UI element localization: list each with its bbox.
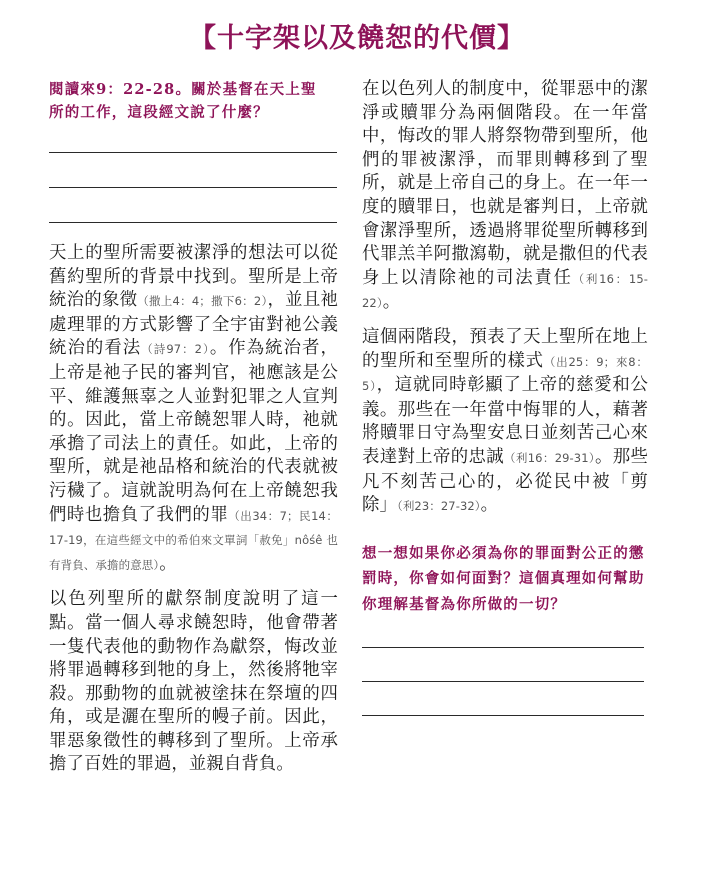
page-title: 【十字架以及饒恕的代價】 (189, 23, 525, 54)
left-p1-text: ，並且祂處理罪的方式影響了全宇宙對祂公義統治的看法 (49, 290, 338, 359)
answer-line-5[interactable] (362, 681, 644, 682)
left-p1-reference: （出34：7；民14：17-19，在這些經文中的希伯來文單詞「赦免」nôśê 也有背負、承擔的意思） (49, 508, 338, 572)
right-p2-reference: （利16：29-31） (504, 450, 595, 465)
left-p1-text: 。 (159, 553, 177, 574)
left-p1-reference: （詩97：2） (141, 342, 210, 357)
left-p1-text: 天上的聖所需要被潔淨的想法可以從舊約聖所的背景中找到。聖所是上帝統治的象徵 (49, 243, 338, 311)
right-p1-reference: （利16：15-22） (362, 271, 648, 311)
answer-line-1[interactable] (49, 152, 337, 153)
right-p2-text: 。那些凡不刻苦己心的，必從民中被「剪除」 (362, 446, 648, 516)
right-paragraph-1 (362, 78, 648, 316)
left-column (49, 78, 338, 777)
right-p2-reference: （出25：9；來8：5） (362, 354, 648, 394)
left-p1-reference: （撒上4：4；撒下6：2） (137, 294, 268, 309)
answer-line-4[interactable] (362, 647, 644, 648)
left-paragraph-2: 以色列聖所的獻祭制度說明了這一點。當一個人尋求饒恕時，他會帶著一隻代表他的動物作為獻祭，悔改並將罪過轉移到牠的身上，然後將牠宰殺。那動物的血就被塗抹在祭壇的四角，或是灑在聖所的幔子前。因此，罪惡象徵性的轉移到了聖所。上帝承擔了百姓的罪過，並親自背負。 (49, 589, 338, 775)
right-p1-text: 。 (382, 292, 401, 313)
reading-prompt: 閱讀來9：22-28。關於基督在天上聖所的工作，這段經文說了什麼？ (49, 81, 317, 121)
right-p2-text: ，這就同時彰顯了上帝的慈愛和公義。那些在一年當中悔罪的人，藉著將贖罪日守為聖安息日並刻苦己心來表達對上帝的忠誠 (362, 375, 648, 467)
left-paragraph-1 (49, 242, 338, 577)
right-p2-text: 這個兩階段，預表了天上聖所在地上的聖所和至聖所的樣式 (362, 326, 648, 371)
left-p1-text: 。作為統治者，上帝是祂子民的審判官，祂應該是公平、維護無辜之人並對犯罪之人宣判的。因此，當上帝饒恕罪人時，祂就承擔了司法上的責任。如此，上帝的聖所，就是祂品格和統治的代表就被污穢了。這就說明為何在上帝饒恕我們時也擔負了我們的罪 (49, 338, 338, 525)
right-p2-text: 。 (480, 495, 499, 516)
answer-line-3[interactable] (49, 222, 337, 223)
right-column (362, 78, 648, 716)
reflection-prompt: 想一想如果你必須為你的罪面對公正的懲罰時，你會如何面對？這個真理如何幫助你理解基督為你所做的一切？ (362, 544, 645, 613)
answer-line-2[interactable] (49, 187, 337, 188)
answer-line-6[interactable] (362, 715, 644, 716)
right-p1-text: 在以色列人的制度中，從罪惡中的潔淨或贖罪分為兩個階段。在一年當中，悔改的罪人將祭物帶到聖所，他們的罪被潔淨，而罪則轉移到了聖所，就是上帝自己的身上。在一年一度的贖罪日，也就是審判日，上帝就會潔淨聖所，透過將罪從聖所轉移到代罪羔羊阿撒瀉勒，就是撒但的代表身上以清除祂的司法責任 (362, 79, 648, 288)
right-paragraph-2 (362, 326, 648, 519)
right-p2-reference: （利23：27-32） (396, 499, 481, 514)
